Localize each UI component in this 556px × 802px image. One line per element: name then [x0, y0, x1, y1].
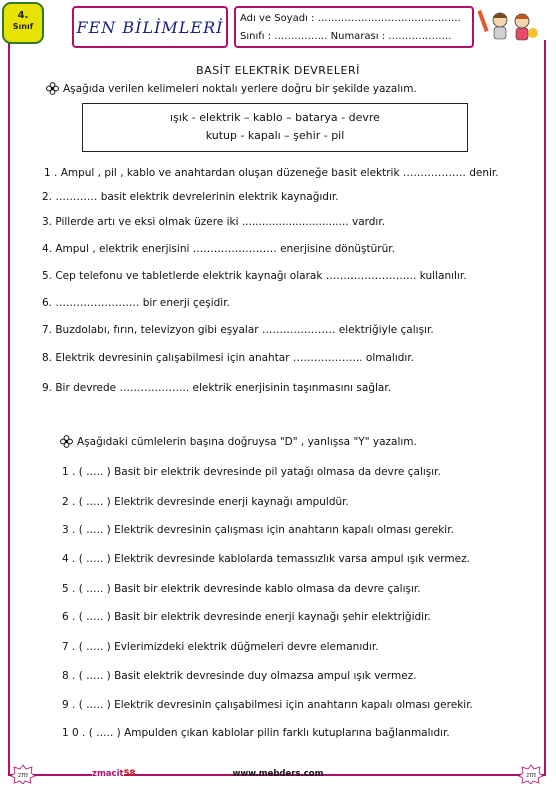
fill-question[interactable]: 2. ………… basit elektrik devrelerinin elektrik kaynağıdır.: [42, 191, 339, 203]
grade-badge: [2, 2, 44, 44]
fill-question[interactable]: 8. Elektrik devresinin çalışabilmesi için anahtar ……………….. olmalıdır.: [42, 352, 415, 364]
true-false-statement[interactable]: 1 0 . ( ….. ) Ampulden çıkan kablolar pilin farklı kutuplarına bağlanmalıdır.: [62, 727, 450, 739]
class-number-field[interactable]: Sınıfı : ……………. Numarası : ……………….: [240, 31, 452, 42]
fill-question[interactable]: 5. Cep telefonu ve tabletlerde elektrik kaynağı olarak …………………….. kullanılır.: [42, 270, 467, 282]
word-bank-line-2: kutup - kapalı – şehir - pil: [205, 129, 345, 142]
section2-instruction-line: [60, 435, 417, 448]
zm-badge-left-text: zm: [17, 771, 29, 779]
section1-instruction: Aşağıda verilen kelimeleri noktalı yerlere doğru bir şekilde yazalım.: [63, 83, 417, 95]
footer-number: 58: [123, 769, 136, 779]
true-false-statement[interactable]: 3 . ( ….. ) Elektrik devresinin çalışması için anahtarın kapalı olması gerekir.: [62, 524, 454, 536]
zm-badge-right-text: zm: [525, 771, 537, 779]
grade-label: Sınıf: [12, 22, 34, 31]
worksheet-heading: BASİT ELEKTRİK DEVRELERİ: [196, 64, 360, 77]
flower-bullet-icon: [60, 435, 73, 448]
true-false-statement[interactable]: 6 . ( ….. ) Basit bir elektrik devresinde enerji kaynağı şehir elektriğidir.: [62, 611, 431, 623]
true-false-statement[interactable]: 4 . ( ….. ) Elektrik devresinde kablolarda temassızlık varsa ampul ışık vermez.: [62, 553, 470, 565]
true-false-statement[interactable]: 9 . ( ….. ) Elektrik devresinin çalışabilmesi için anahtarın kapalı olması gerekir.: [62, 699, 473, 711]
fill-question[interactable]: 9. Bir devrede ……………….. elektrik enerjisinin taşınmasını sağlar.: [42, 382, 392, 394]
fill-question[interactable]: 1 . Ampul , pil , kablo ve anahtardan oluşan düzeneğe basit elektrik ……………… denir.: [44, 167, 499, 179]
footer-website[interactable]: www.mebders.com: [232, 769, 324, 779]
subject-title: FEN BİLİMLERİ: [76, 17, 224, 37]
student-info-box: [234, 6, 474, 48]
page-border-right: [544, 40, 546, 775]
subject-title-box: [72, 6, 228, 48]
fill-question[interactable]: 7. Buzdolabı, fırın, televizyon gibi eşyalar ………………… elektriğiyle çalışır.: [42, 324, 434, 336]
word-bank-box: [82, 103, 468, 152]
section2-instruction: Aşağıdaki cümlelerin başına doğruysa "D" , yanlışsa "Y" yazalım.: [77, 436, 417, 448]
kids-illustration: [478, 6, 540, 46]
section1-instruction-line: [46, 82, 417, 95]
footer-label: zmacit: [92, 769, 124, 779]
fill-question[interactable]: 6. …………………… bir enerji çeşidir.: [42, 297, 230, 309]
true-false-statement[interactable]: 1 . ( ….. ) Basit bir elektrik devresinde pil yatağı olmasa da devre çalışır.: [62, 466, 441, 478]
fill-question[interactable]: 4. Ampul , elektrik enerjisini …………………… enerjisine dönüştürür.: [42, 243, 395, 255]
word-bank-line-1: ışık - elektrik – kablo – batarya - devre: [170, 111, 380, 124]
page-border-left: [8, 40, 10, 775]
fill-question[interactable]: 3. Pillerde artı ve eksi olmak üzere iki ................................ vardır.: [42, 216, 386, 228]
name-field[interactable]: Adı ve Soyadı : …………………………………….: [240, 13, 461, 24]
flower-bullet-icon: [46, 82, 59, 95]
true-false-statement[interactable]: 2 . ( ….. ) Elektrik devresinde enerji kaynağı ampuldür.: [62, 496, 349, 508]
true-false-statement[interactable]: 8 . ( ….. ) Basit elektrik devresinde duy olmazsa ampul ışık vermez.: [62, 670, 417, 682]
grade-number: 4.: [17, 10, 29, 21]
true-false-statement[interactable]: 7 . ( ….. ) Evlerimizdeki elektrik düğmeleri devre elemanıdır.: [62, 641, 379, 653]
true-false-statement[interactable]: 5 . ( ….. ) Basit bir elektrik devresinde kablo olmasa da devre çalışır.: [62, 583, 421, 595]
